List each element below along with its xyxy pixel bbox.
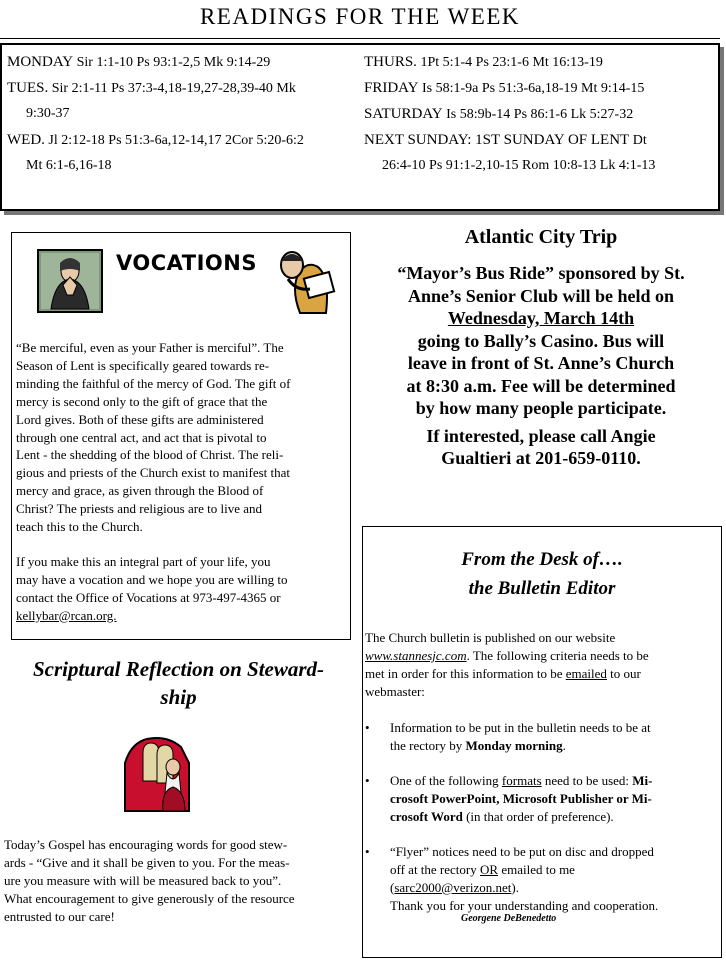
atlantic-city-title: Atlantic City Trip — [464, 226, 618, 248]
reading-text: Dt — [632, 133, 647, 148]
text-line: leave in front of St. Anne’s Church — [407, 353, 675, 373]
text-line: gious and priests of the Church exist to manifest that — [16, 465, 291, 481]
bullet-text — [390, 719, 715, 755]
text-line: “Mayor’s Bus Ride” sponsored by St. — [397, 263, 685, 283]
text-run: (in that order of preference). — [462, 808, 614, 824]
trip-date: Wednesday, March 14th — [447, 308, 635, 328]
bullet-item-flyer — [365, 843, 715, 915]
reading-wednesday — [7, 127, 304, 154]
reading-saturday — [364, 101, 633, 128]
text-line: Gualtieri at 201-659-0110. — [441, 448, 641, 468]
bullet-text — [390, 772, 715, 826]
stewardship-text — [4, 836, 352, 926]
bulletin-intro — [365, 629, 717, 701]
text-run: One of the following — [390, 773, 502, 788]
text-line: teach this to the Church. — [16, 519, 143, 535]
website-link[interactable]: www.stannesjc.com — [365, 647, 467, 663]
text-run: Information to be put in the bulletin needs to be at — [390, 720, 651, 735]
text-run: “Flyer” notices need to be put on disc and dropped — [390, 844, 654, 859]
reading-text: Sir 2:1-11 Ps 37:3-4,18-19,27-28,39-40 Mk — [51, 81, 296, 96]
bulletin-editor-box — [362, 526, 722, 958]
text-line: entrusted to our care! — [4, 908, 115, 924]
vocations-title: VOCATIONS — [116, 251, 257, 275]
bullet-item-deadline — [365, 719, 715, 755]
text-line: If you make this an integral part of your life, you — [16, 554, 271, 569]
bullet-icon: • — [365, 720, 370, 735]
title-line: From the Desk of…. — [461, 549, 623, 570]
bullet-item-formats — [365, 772, 715, 826]
reading-text: Sir 1:1-10 Ps 93:1-2,5 Mk 9:14-29 — [76, 55, 271, 70]
reading-text: Is 58:9b-14 Ps 86:1-6 Lk 5:27-32 — [446, 107, 634, 122]
text-run: Thank you for your understanding and cooperation. — [390, 897, 659, 913]
priest-reading-icon — [270, 247, 344, 317]
text-run: ( — [390, 879, 395, 895]
moses-tablets-icon — [121, 733, 193, 813]
bullet-icon: • — [365, 773, 370, 788]
text-run: crosoft Word — [390, 808, 463, 824]
text-line: ure you measure with will be measured back to you”. — [4, 872, 282, 888]
text-line: minding the faithful of the mercy of God. The gift of — [16, 375, 291, 391]
day-label: MONDAY — [7, 54, 74, 70]
text-run: . — [562, 737, 566, 753]
text-run: Monday morning — [465, 737, 563, 753]
text-line: Lord gives. Both of these gifts are administered — [16, 411, 264, 427]
bullet-text — [390, 843, 715, 915]
text-run: to our — [606, 665, 641, 681]
page-title: READINGS FOR THE WEEK — [199, 4, 521, 29]
text-line: ards - “Give and it shall be given to you. For the meas- — [4, 854, 290, 870]
text-run: ). — [511, 879, 519, 895]
text-line — [365, 647, 717, 665]
text-line: Lent - the shedding of the blood of Christ. The reli- — [16, 447, 284, 463]
text-run: formats — [501, 773, 542, 788]
text-run: emailed to me — [498, 861, 575, 877]
title-line: ship — [160, 685, 197, 709]
text-line: Today’s Gospel has encouraging words for good stew- — [4, 837, 288, 852]
text-line: “Be merciful, even as your Father is merciful”. The — [16, 340, 284, 355]
vocations-paragraph-2 — [16, 553, 348, 625]
reading-tuesday-cont: 9:30-37 — [26, 106, 70, 121]
reading-thursday — [364, 49, 603, 76]
title-line: the Bulletin Editor — [468, 578, 616, 599]
reading-friday — [364, 75, 644, 102]
text-line: Anne’s Senior Club will be held on — [407, 285, 675, 306]
text-line: at 8:30 a.m. Fee will be determined — [406, 375, 676, 396]
text-run: crosoft PowerPoint, Microsoft Publisher or Mi- — [390, 790, 652, 806]
readings-box — [0, 43, 720, 211]
text-line — [365, 665, 717, 683]
day-label: WED. — [7, 132, 45, 148]
day-label: SATURDAY — [364, 106, 443, 122]
reading-text: Jl 2:12-18 Ps 51:3-6a,12-14,17 2Cor 5:20-6:2 — [48, 133, 304, 148]
editor-signature: Georgene DeBenedetto — [461, 913, 557, 924]
text-line: by how many people participate. — [415, 398, 667, 418]
text-line: going to Bally’s Casino. Bus will — [417, 330, 665, 351]
stewardship-title — [6, 655, 351, 711]
text-run: . The following criteria needs to be — [466, 647, 649, 663]
text-line — [365, 629, 717, 647]
text-line: Christ? The priests and religious are to live and — [16, 501, 262, 517]
text-run: The Church bulletin is published on our website — [365, 630, 616, 645]
vocations-email-link[interactable]: kellybar@rcan.org. — [16, 607, 117, 623]
bulletin-editor-title — [363, 545, 721, 603]
text-run: met in order for this information to be — [365, 665, 566, 681]
vocations-paragraph-1 — [16, 339, 348, 536]
emailed-word: emailed — [565, 665, 607, 681]
title-line: Scriptural Reflection on Steward- — [32, 657, 325, 681]
text-line: Season of Lent is specifically geared towards re- — [16, 357, 270, 373]
day-label: FRIDAY — [364, 80, 419, 96]
vocations-box — [11, 232, 351, 640]
text-line: may have a vocation and we hope you are willing to — [16, 571, 288, 587]
atlantic-city-contact — [358, 425, 724, 469]
reading-tuesday — [7, 75, 296, 102]
title-banner — [0, 0, 720, 39]
text-run: the rectory by — [390, 737, 466, 753]
atlantic-city-body — [358, 262, 724, 420]
text-run: Mi- — [632, 773, 653, 788]
reading-next-sunday-cont: 26:4-10 Ps 91:1-2,10-15 Rom 10:8-13 Lk 4:1-13 — [382, 158, 656, 173]
day-label: TUES. — [7, 80, 49, 96]
text-run: off at the rectory — [390, 861, 480, 877]
reading-text: 1Pt 5:1-4 Ps 23:1-6 Mt 16:13-19 — [420, 55, 603, 70]
text-line: through one central act, and act that is pivotal to — [16, 429, 267, 445]
day-label: NEXT SUNDAY: 1ST SUNDAY OF LENT — [364, 132, 630, 148]
text-line: webmaster: — [365, 683, 425, 699]
editor-email-link[interactable]: sarc2000@verizon.net — [394, 879, 512, 895]
bullet-icon: • — [365, 844, 370, 859]
text-line: mercy is second only to the gift of grace that the — [16, 393, 268, 409]
reading-next-sunday — [364, 127, 647, 154]
reading-wednesday-cont: Mt 6:1-6,16-18 — [26, 158, 112, 173]
text-line: What encouragement to give generously of the resource — [4, 890, 295, 906]
reading-monday — [7, 49, 270, 76]
reading-text: Is 58:1-9a Ps 51:3-6a,18-19 Mt 9:14-15 — [421, 81, 645, 96]
text-run: need to be used: — [541, 773, 633, 788]
text-line: If interested, please call Angie — [426, 426, 656, 446]
day-label: THURS. — [364, 54, 417, 70]
text-line: contact the Office of Vocations at 973-497-4365 or — [16, 589, 281, 605]
praying-priest-icon — [37, 249, 103, 313]
text-run: OR — [480, 861, 499, 877]
text-line: mercy and grace, as given through the Blood of — [16, 483, 264, 499]
